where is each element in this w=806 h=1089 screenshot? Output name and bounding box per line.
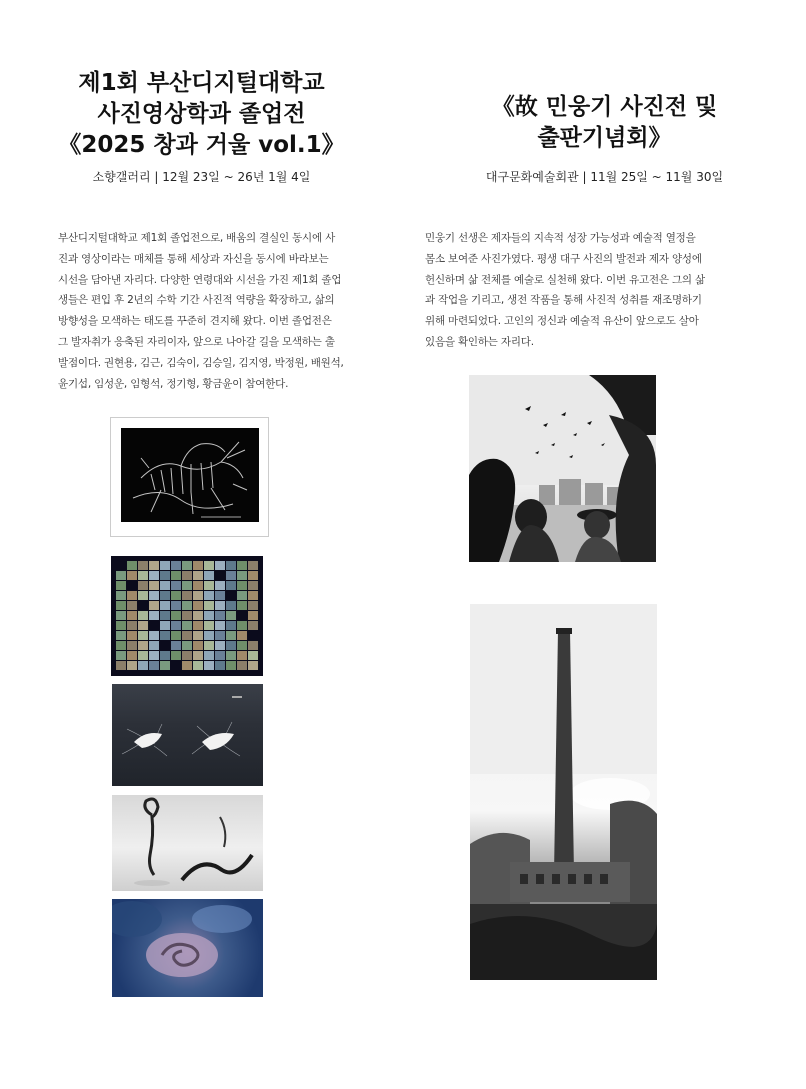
grid-cell (215, 621, 225, 630)
left-body-text (58, 228, 358, 394)
grid-cell (226, 641, 236, 650)
right-title-line-2: 출판기념회》 (537, 125, 672, 151)
grid-cell (171, 611, 181, 620)
left-body-line: 부산디지털대학교 제1회 졸업전으로, 배움의 결실인 동시에 사 (58, 232, 336, 244)
grid-cell (226, 601, 236, 610)
grid-cell (226, 651, 236, 660)
grid-cell (204, 621, 214, 630)
grid-cell (116, 631, 126, 640)
left-body-line: 진과 영상이라는 매체를 통해 세상과 자신을 동시에 바라보는 (58, 252, 329, 265)
grid-cell (116, 581, 126, 590)
left-body-line: 그 발자취가 응축된 자리이자, 앞으로 나아갈 길을 모색하는 출 (58, 335, 335, 348)
grid-cell (138, 661, 148, 670)
grid-cell (138, 561, 148, 570)
right-body-line: 민웅기 선생은 제자들의 지속적 성장 가능성과 예술적 열정을 (425, 232, 696, 244)
grid-cell (193, 621, 203, 630)
grid-cell (149, 601, 159, 610)
grid-cell (248, 561, 258, 570)
grid-cell (193, 571, 203, 580)
grid-cell (149, 581, 159, 590)
grid-cell (127, 591, 137, 600)
grid-cell (160, 571, 170, 580)
artwork-thumbnail-objects (112, 795, 263, 891)
grid-cell (193, 641, 203, 650)
bw-photo-people-birds (469, 375, 656, 562)
grid-cell (149, 611, 159, 620)
grid-cell (193, 631, 203, 640)
left-body-line: 방향성을 모색하는 태도를 꾸준히 견지해 왔다. 이번 졸업전은 (58, 315, 332, 328)
grid-cell (138, 571, 148, 580)
grid-cell (215, 641, 225, 650)
grid-cell (182, 581, 192, 590)
grid-cell (182, 611, 192, 620)
grid-cell (237, 631, 247, 640)
right-body-line: 몸소 보여준 사진가였다. 평생 대구 사진의 발전과 제자 양성에 (425, 252, 702, 265)
grid-cell (116, 611, 126, 620)
grid-cell (215, 611, 225, 620)
right-body-line: 헌신하며 삶 전체를 예술로 실천해 왔다. 이번 유고전은 그의 삶 (425, 273, 705, 286)
grid-cell (138, 651, 148, 660)
artwork-thumbnail-roots (112, 684, 263, 786)
grid-cell (215, 651, 225, 660)
grid-cell (127, 661, 137, 670)
grid-cell (160, 651, 170, 660)
right-venue-dates: 대구문화예술회관 | 11월 25일 ~ 11월 30일 (485, 170, 724, 184)
grid-cell (248, 651, 258, 660)
grid-cell (248, 621, 258, 630)
grid-cell (226, 661, 236, 670)
grid-cell (248, 611, 258, 620)
grid-cell (149, 661, 159, 670)
grid-cell (237, 621, 247, 630)
grid-cell (248, 571, 258, 580)
left-title-line-1: 제1회 부산디지털대학교 (78, 70, 325, 96)
grid-cell (182, 661, 192, 670)
grid-cell (193, 581, 203, 590)
right-title-line-1: 《故 민웅기 사진전 및 (491, 94, 718, 120)
grid-cell (215, 661, 225, 670)
grid-cell (182, 601, 192, 610)
grid-cell (193, 661, 203, 670)
skeleton-image (121, 428, 259, 522)
grid-cell (237, 561, 247, 570)
grid-cell (127, 561, 137, 570)
grid-cell (215, 631, 225, 640)
grid-cell (182, 641, 192, 650)
grid-cell (204, 631, 214, 640)
grid-cell (171, 621, 181, 630)
grid-cell (127, 641, 137, 650)
left-venue-dates: 소향갤러리 | 12월 23일 ~ 26년 1월 4일 (92, 170, 311, 184)
grid-cell (204, 581, 214, 590)
grid-cell (160, 661, 170, 670)
grid-cell (171, 651, 181, 660)
grid-cell (127, 651, 137, 660)
grid-cell (248, 641, 258, 650)
grid-cell (138, 591, 148, 600)
grid-cell (182, 621, 192, 630)
grid-cell (226, 631, 236, 640)
grid-cell (237, 651, 247, 660)
grid-cell (171, 561, 181, 570)
grid-cell (204, 571, 214, 580)
right-body-line: 있음을 확인하는 자리다. (425, 335, 534, 348)
grid-cell (160, 631, 170, 640)
grid-cell (215, 561, 225, 570)
grid-cell (226, 611, 236, 620)
grid-cell (171, 601, 181, 610)
grid-cell (138, 641, 148, 650)
artwork-thumbnail-skeleton (110, 417, 269, 537)
grid-cell (215, 581, 225, 590)
bw-photo-chimney (470, 604, 657, 980)
grid-cell (116, 571, 126, 580)
grid-cell (215, 601, 225, 610)
grid-cell (160, 621, 170, 630)
grid-cell (193, 601, 203, 610)
grid-cell (226, 621, 236, 630)
grid-cell (204, 611, 214, 620)
grid-cell (127, 621, 137, 630)
grid-cell (204, 641, 214, 650)
grid-cell (248, 661, 258, 670)
right-exhibition-title (403, 92, 806, 154)
grid-cell (204, 651, 214, 660)
grid-cell (138, 611, 148, 620)
artwork-thumbnail-grid (111, 556, 263, 676)
grid-cell (193, 651, 203, 660)
left-body-line: 생들은 편입 후 2년의 수학 기간 사진적 역량을 확장하고, 삶의 (58, 294, 335, 307)
grid-cell (193, 561, 203, 570)
grid-cell (215, 591, 225, 600)
grid-cell (237, 571, 247, 580)
grid-cell (237, 641, 247, 650)
grid-cell (116, 601, 126, 610)
grid-cell (171, 591, 181, 600)
grid-cell (182, 631, 192, 640)
grid-cell (127, 611, 137, 620)
grid-cell (149, 591, 159, 600)
grid-cell (116, 661, 126, 670)
left-title-line-3: 《2025 창과 거울 vol.1》 (58, 132, 345, 158)
grid-cell (226, 561, 236, 570)
grid-cell (182, 561, 192, 570)
grid-cell (237, 591, 247, 600)
grid-cell (116, 621, 126, 630)
grid-cell (237, 581, 247, 590)
grid-cell (127, 631, 137, 640)
grid-cell (237, 661, 247, 670)
grid-cell (171, 631, 181, 640)
grid-cell (248, 581, 258, 590)
grid-cell (204, 661, 214, 670)
grid-cell (149, 571, 159, 580)
grid-cell (204, 591, 214, 600)
grid-cell (226, 571, 236, 580)
left-body-line: 발점이다. 권현용, 김근, 김숙이, 김승일, 김지영, 박정원, 배원석, (58, 356, 344, 369)
grid-cell (171, 581, 181, 590)
grid-cell (248, 601, 258, 610)
grid-cell (171, 571, 181, 580)
grid-cell (127, 571, 137, 580)
grid-cell (182, 651, 192, 660)
grid-cell (138, 581, 148, 590)
grid-cell (149, 561, 159, 570)
grid-cell (237, 601, 247, 610)
grid-cell (116, 641, 126, 650)
left-exhibition-title (0, 68, 403, 161)
left-body-line: 시선을 담아낸 자리다. 다양한 연령대와 시선을 가진 제1회 졸업 (58, 273, 342, 286)
grid-cell (182, 571, 192, 580)
grid-cell (160, 591, 170, 600)
grid-cell (149, 641, 159, 650)
grid-cell (226, 581, 236, 590)
artwork-thumbnail-swirl (112, 899, 263, 997)
grid-cell (138, 621, 148, 630)
left-body-line: 윤기섭, 임성운, 임형석, 정기형, 황금윤이 참여한다. (58, 377, 289, 390)
grid-cell (193, 611, 203, 620)
grid-cell (171, 641, 181, 650)
grid-cell (138, 631, 148, 640)
left-title-line-2: 사진영상학과 졸업전 (97, 101, 306, 127)
grid-cell (204, 601, 214, 610)
right-body-line: 위해 마련되었다. 고인의 정신과 예술적 유산이 앞으로도 살아 (425, 315, 699, 328)
grid-cell (116, 591, 126, 600)
grid-cell (149, 631, 159, 640)
grid-cell (127, 601, 137, 610)
grid-cell (248, 591, 258, 600)
grid-cell (160, 601, 170, 610)
grid-cell (160, 581, 170, 590)
grid-cell (160, 561, 170, 570)
right-body-line: 과 작업을 기리고, 생전 작품을 통해 사진적 성취를 재조명하기 (425, 294, 702, 307)
grid-cell (160, 611, 170, 620)
grid-cell (193, 591, 203, 600)
grid-cell (149, 651, 159, 660)
right-body-text (425, 228, 725, 353)
grid-cell (204, 561, 214, 570)
grid-cell (182, 591, 192, 600)
grid-cell (116, 651, 126, 660)
